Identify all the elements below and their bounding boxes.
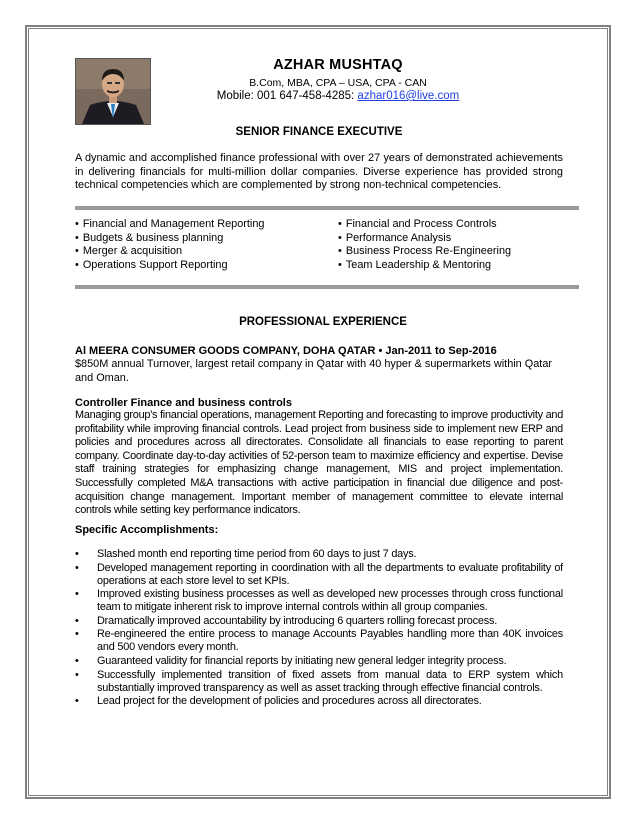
mobile-number: Mobile: 001 647-458-4285: [216,90,355,102]
job-title: SENIOR FINANCE EXECUTIVE [235,126,403,138]
skill-item: • Financial and Management Reporting [75,218,264,232]
accomplishment-item: • Guaranteed validity for financial reports by initiating new general ledger integrity process. [75,655,563,668]
accomplishment-item: • Dramatically improved accountability by introducing 6 quarters rolling forecast process. [75,615,563,628]
skill-item: • Merger & acquisition [75,245,264,259]
summary-paragraph: A dynamic and accomplished finance professional with over 27 years of demonstrated achievements in delivering financials for multi-million dollar companies. Diverse experience has provided strong technical competencies which are complemented by strong non-technical competencies. [75,152,563,192]
email-link[interactable]: azhar016@live.com [357,90,460,102]
skill-item: • Financial and Process Controls [338,218,511,232]
role-title: Controller Finance and business controls [75,397,292,409]
skill-item: • Budgets & business planning [75,232,264,246]
divider-top [75,206,579,210]
section-heading-experience: PROFESSIONAL EXPERIENCE [239,316,407,328]
accomplishment-item: • Lead project for the development of policies and procedures across all directorates. [75,695,563,708]
candidate-name: AZHAR MUSHTAQ [273,57,403,73]
skill-item: • Business Process Re-Engineering [338,245,511,259]
skills-list-right [338,218,511,272]
accomplishment-item: • Improved existing business processes as well as developed new processes through cross functional team to mitigate inherent risk to improve internal controls within all group companies. [75,588,563,614]
divider-bottom [75,285,579,289]
credentials: B.Com, MBA, CPA – USA, CPA - CAN [249,77,427,89]
company-line: Al MEERA CONSUMER GOODS COMPANY, DOHA QATAR • Jan-2011 to Sep-2016 [75,345,497,357]
accomplishments-list [75,548,563,709]
skill-item: • Operations Support Reporting [75,259,264,273]
skills-list-left [75,218,264,272]
company-description: $850M annual Turnover, largest retail company in Qatar with 40 hyper & supermarkets within Qatar and Oman. [75,358,553,384]
accomplishments-heading: Specific Accomplishments: [75,524,219,536]
accomplishment-item: • Developed management reporting in coordination with all the departments to evaluate profitability of operations at each store level to set KPIs. [75,562,563,588]
skill-item: • Team Leadership & Mentoring [338,259,511,273]
role-description: Managing group's financial operations, management Reporting and forecasting to improve productivity and profitability while improving financial controls. Lead project from business side to implement new ERP and policies and procedures across all directorates. Consolidate all financials to ease reporting to parent company. Coordinate day-to-day activities of 52-person team to maximize efficiency and expertise. Devise staff training strategies for emphasizing change management, MIS and project implementation. Successfully completed M&A transactions with active participation in financial due diligence and post-acquisition change management. Important member of management committee to elevate internal controls while setting key performance indicators. [75,409,563,517]
accomplishment-item: • Slashed month end reporting time period from 60 days to just 7 days. [75,548,563,561]
accomplishment-item: • Re-engineered the entire process to manage Accounts Payables handling more than 40K invoices and 500 vendors every month. [75,628,563,654]
contact-line [0,90,638,102]
skill-item: • Performance Analysis [338,232,511,246]
accomplishment-item: • Successfully implemented transition of fixed assets from manual data to ERP system which substantially improved transparency as well as asset tracking through effective financial controls. [75,669,563,695]
